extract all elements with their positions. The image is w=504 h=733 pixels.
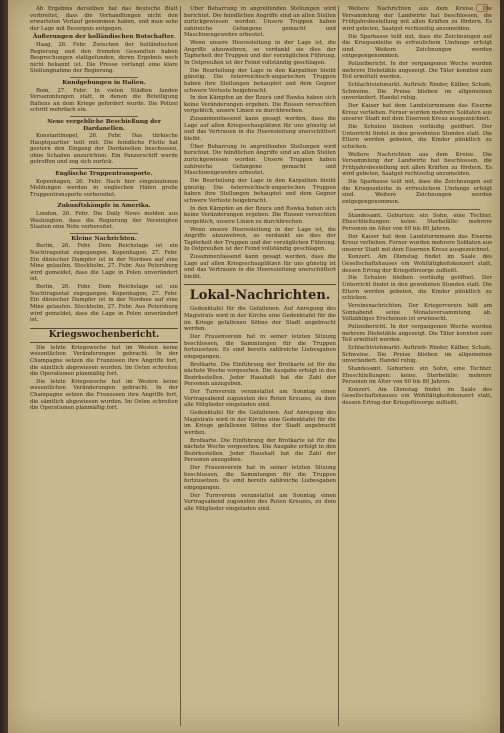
lokal-womens-club-b: Der Frauenverein hat in seiner letzten Sitzung beschlossen, die Sammlungen für die Truppen fortzusetzen. Es sind bereits zahlreiche Liebesgaben eingegangen. bbox=[184, 465, 336, 491]
article-america: London, 26. Febr. Die Daily News melden aus Washington, dass die Regierung der Vereinigten Staaten eine Note vorbereitet. bbox=[30, 211, 178, 231]
article-right-5b: Der Kaiser hat dem Landsturmmann das Eiserne Kreuz verliehen. Ferner wurden mehrere Soldaten aus unserer Stadt mit dem Eisernen Kreuz ausgezeichnet. bbox=[342, 233, 492, 253]
article-right-3b: Polizeibericht. In der vergangenen Woche wurden mehrere Diebstähle angezeigt. Die Täter konnten zum Teil ermittelt werden. bbox=[342, 323, 492, 344]
article-right-3: Polizeibericht. In der vergangenen Woche wurden mehrere Diebstähle angezeigt. Die Täter konnten zum Teil ermittelt werden. bbox=[342, 61, 492, 81]
article-right-1b: Weitere Nachrichten aus dem Kreise. Die Versammlung der Landwirte hat beschlossen, die Frühjahrsbestellung mit allen Kräften zu fördern. Es wird gebeten, Saatgut rechtzeitig anzumelden. bbox=[342, 151, 492, 178]
article-right-4b: Schlachtviehmarkt. Auftrieb: Rinder, Kälber, Schafe, Schweine. Die Preise blieben im allgemeinen unverändert. Handel ruhig. bbox=[342, 344, 492, 365]
book-binding bbox=[0, 0, 8, 733]
article-middle-3: Die Beurteilung der Lage in den Karpathen bleibt günstig. Die österreichisch-ungarischen Truppen haben ihre Stellungen behauptet und dem Gegner schwere Verluste beigebracht. bbox=[184, 67, 336, 94]
divider bbox=[70, 168, 138, 169]
lokal-womens-club: Der Frauenverein hat in seiner letzten Sitzung beschlossen, die Sammlungen für die Truppen fortzusetzen. Es sind bereits zahlreiche Liebesgaben eingegangen. bbox=[184, 334, 336, 360]
article-small-news-cont: Berlin, 26. Febr. Dem Reichstage ist ein Nachtragsetat zugegangen. Kopenhagen, 27. Febr. Ein dänischer Dampfer ist in der Nordsee auf eine Mine gelaufen. Stockholm, 27. Febr. Aus Petersburg wird gemeldet, dass die Lage in Polen unverändert ist. bbox=[30, 284, 178, 324]
lokal-bread-card-b: Brotkarte. Die Einführung der Brotkarte ist für die nächste Woche vorgesehen. Die Ausgabe erfolgt in den Bezirksstellen. Jeder Haushalt hat die Zahl der Personen anzugeben. bbox=[184, 437, 336, 464]
headline-holland: Äußerungen der holländischen Botschafter. bbox=[32, 34, 176, 41]
article-right-7: Standesamt. Geburten: ein Sohn, eine Tochter. Eheschließungen: keine. Sterbefälle: mehrere Personen im Alter von 60 bis 80 Jahren. bbox=[342, 212, 492, 232]
headline-dardanelles: Neue vergebliche Beschießung der Dardanellen. bbox=[47, 118, 161, 132]
headline-italy: Kundgebungen in Italien. bbox=[62, 79, 146, 86]
article-middle-2b: Wenn unsere Heeresleitung in der Lage ist, die Angriffe abzuwehren, so verdankt sie dies der Tapferkeit der Truppen und der vorzüglichen Führung. In Ostpreußen ist der Feind vollständig geschlagen. bbox=[184, 226, 336, 253]
article-war-weekly: Die letzte Kriegswoche hat im Westen keine wesentlichen Veränderungen gebracht. In der Champagne setzen die Franzosen ihre Angriffe fort, die sämtlich abgewiesen wurden. Im Osten schreiten die Operationen planmäßig fort. bbox=[30, 344, 178, 378]
article-right-7b: Standesamt. Geburten: ein Sohn, eine Tochter. Eheschließungen: keine. Sterbefälle: mehrere Personen im Alter von 60 bis 80 Jahren. bbox=[342, 365, 492, 386]
article-middle-1: Über Beharrung in angreifenden Stellungen wird berichtet. Die feindlichen Angriffe sind an allen Stellen zurückgewiesen worden. Unsere Truppen haben zahlreiche Gefangene gemacht und Maschinengewehre erbeutet. bbox=[184, 6, 336, 39]
article-small-news: Berlin, 26. Febr. Dem Reichstage ist ein Nachtragsetat zugegangen. Kopenhagen, 27. Febr. Ein dänischer Dampfer ist in der Nordsee auf eine Mine gelaufen. Stockholm, 27. Febr. Aus Petersburg wird gemeldet, dass die Lage in Polen unverändert ist. bbox=[30, 243, 178, 283]
article-right-4: Schlachtviehmarkt. Auftrieb: Rinder, Kälber, Schafe, Schweine. Die Preise blieben im allgemeinen unverändert. Handel ruhig. bbox=[342, 82, 492, 102]
article-middle-3b: Die Beurteilung der Lage in den Karpathen bleibt günstig. Die österreichisch-ungarischen Truppen haben ihre Stellungen behauptet und dem Gegner schwere Verluste beigebracht. bbox=[184, 177, 336, 204]
article-dardanelles: Konstantinopel, 26. Febr. Das türkische Hauptquartier teilt mit: Die feindliche Flotte hat gestern den Eingang der Dardanellen beschossen, ohne Schaden anzurichten. Ein Panzerschiff wurde getroffen und zog sich zurück. bbox=[30, 133, 178, 166]
article-right-6: Die Schulen bleiben vorläufig geöffnet. Der Unterricht findet in den gewohnten Stunden statt. Die Eltern werden gebeten, die Kinder pünktlich zu schicken. bbox=[342, 124, 492, 150]
column-middle bbox=[184, 6, 336, 726]
article-holland: Haag, 26. Febr. Zwischen der holländischen Regierung und den fremden Gesandten haben Besprechungen stattgefunden, deren Ergebnis noch nicht bekannt ist. Die Presse verlangt eine klare Stellungnahme der Regierung. bbox=[30, 41, 178, 75]
article-middle-4b: In den Kämpfen an der Bzura und Rawka haben sich keine Veränderungen ergeben. Die Russen versuchten vergeblich, unsere Linien zu durchbrechen. bbox=[184, 205, 336, 225]
intro-text: Ab Ergebnis derselben hat das deutsche Blatt verbreitet, dass die Verhandlungen nicht den erwarteten Verlauf genommen haben, und man sehe der Lage mit Besorgnis entgegen. bbox=[30, 6, 178, 32]
section-title-lokal: Lokal-Nachrichten. bbox=[184, 284, 336, 303]
column-right bbox=[342, 6, 492, 726]
article-right-8: Konzert. Am Dienstag findet im Saale des Gesellschaftshauses ein Wohltätigkeitskonzert statt, dessen Ertrag der Kriegsfürsorge zufließt. bbox=[342, 254, 492, 274]
divider bbox=[70, 77, 138, 78]
column-rule bbox=[180, 6, 181, 726]
newspaper-page bbox=[8, 0, 500, 733]
article-middle-2: Wenn unsere Heeresleitung in der Lage ist, die Angriffe abzuwehren, so verdankt sie dies der Tapferkeit der Truppen und der vorzüglichen Führung. In Ostpreußen ist der Feind vollständig geschlagen. bbox=[184, 40, 336, 66]
article-right-8b: Konzert. Am Dienstag findet im Saale des Gesellschaftshauses ein Wohltätigkeitskonzert statt, dessen Ertrag der Kriegsfürsorge zufließt. bbox=[342, 386, 492, 407]
lokal-memorial-b: Gedenktafel für die Gefallenen. Auf Anregung des Magistrats wird in der Kirche eine Gedenktafel für die im Kriege gefallenen Söhne der Stadt angebracht werden. bbox=[184, 410, 336, 436]
lokal-gym-club-b: Der Turnverein veranstaltet am Sonntag einen Vortragsabend zugunsten des Roten Kreuzes, zu dem alle Mitglieder eingeladen sind. bbox=[184, 492, 336, 512]
article-troops: Kopenhagen, 26. Febr. Nach hier eingelaufenen Meldungen werden in englischen Häfen große Truppentransporte vorbereitet. bbox=[30, 178, 178, 198]
lokal-memorial: Gedenktafel für die Gefallenen. Auf Anregung des Magistrats wird in der Kirche eine Gedenktafel für die im Kriege gefallenen Söhne der Stadt angebracht werden. bbox=[184, 306, 336, 333]
article-right-9: Vereinsnachrichten. Der Kriegerverein hält am Sonnabend seine Monatsversammlung ab. Vollzähliges Erscheinen ist erwünscht. bbox=[342, 303, 492, 323]
article-right-2b: Die Sparkasse teilt mit, dass die Zeichnungen auf die Kriegsanleihe in erfreulichem Umfange erfolgt sind. Weitere Zeichnungen werden entgegengenommen. bbox=[342, 179, 492, 205]
article-italy: Rom, 27. Febr. In vielen Städten fanden Versammlungen statt, in denen die Beteiligung Italiens an dem Kriege gefordert wurde. Die Polizei schritt mehrfach ein. bbox=[30, 87, 178, 114]
divider bbox=[70, 116, 138, 117]
article-right-6b: Die Schulen bleiben vorläufig geöffnet. Der Unterricht findet in den gewohnten Stunden statt. Die Eltern werden gebeten, die Kinder pünktlich zu schicken. bbox=[342, 275, 492, 302]
column-left bbox=[30, 6, 178, 726]
article-middle-4: In den Kämpfen an der Bzura und Rawka haben sich keine Veränderungen ergeben. Die Russen versuchten vergeblich, unsere Linien zu durchbrechen. bbox=[184, 95, 336, 115]
headline-troops: Englische Truppentransporte. bbox=[55, 171, 153, 178]
headline-small-news: Kleine Nachrichten. bbox=[71, 235, 137, 242]
article-right-1: Weitere Nachrichten aus dem Kreise. Die Versammlung der Landwirte hat beschlossen, die Frühjahrsbestellung mit allen Kräften zu fördern. Es wird gebeten, Saatgut rechtzeitig anzumelden. bbox=[342, 6, 492, 32]
article-middle-1b: Über Beharrung in angreifenden Stellungen wird berichtet. Die feindlichen Angriffe sind an allen Stellen zurückgewiesen worden. Unsere Truppen haben zahlreiche Gefangene gemacht und Maschinengewehre erbeutet. bbox=[184, 143, 336, 177]
article-middle-5: Zusammenfassend kann gesagt werden, dass die Lage auf allen Kriegsschauplätzen für uns günstig ist und das Vertrauen in die Heeresleitung unerschüttert bleibt. bbox=[184, 116, 336, 143]
article-right-5: Der Kaiser hat dem Landsturmmann das Eiserne Kreuz verliehen. Ferner wurden mehrere Soldaten aus unserer Stadt mit dem Eisernen Kreuz ausgezeichnet. bbox=[342, 103, 492, 123]
headline-war-weekly: Kriegswochenbericht. bbox=[30, 328, 178, 343]
column-rule bbox=[338, 6, 339, 726]
divider bbox=[70, 233, 138, 234]
divider bbox=[70, 200, 138, 201]
lokal-gym-club: Der Turnverein veranstaltet am Sonntag einen Vortragsabend zugunsten des Roten Kreuzes, zu dem alle Mitglieder eingeladen sind. bbox=[184, 389, 336, 409]
lokal-bread-card: Brotkarte. Die Einführung der Brotkarte ist für die nächste Woche vorgesehen. Die Ausgabe erfolgt in den Bezirksstellen. Jeder Haushalt hat die Zahl der Personen anzugeben. bbox=[184, 361, 336, 388]
article-middle-5b: Zusammenfassend kann gesagt werden, dass die Lage auf allen Kriegsschauplätzen für uns günstig ist und das Vertrauen in die Heeresleitung unerschüttert bleibt. bbox=[184, 254, 336, 280]
article-war-weekly-cont: Die letzte Kriegswoche hat im Westen keine wesentlichen Veränderungen gebracht. In der Champagne setzen die Franzosen ihre Angriffe fort, die sämtlich abgewiesen wurden. Im Osten schreiten die Operationen planmäßig fort. bbox=[30, 378, 178, 412]
headline-america: Zukunftskämpfe in Amerika. bbox=[57, 203, 151, 210]
divider bbox=[354, 209, 480, 210]
article-right-2: Die Sparkasse teilt mit, dass die Zeichnungen auf die Kriegsanleihe in erfreulichem Umfange erfolgt sind. Weitere Zeichnungen werden entgegengenommen. bbox=[342, 33, 492, 60]
